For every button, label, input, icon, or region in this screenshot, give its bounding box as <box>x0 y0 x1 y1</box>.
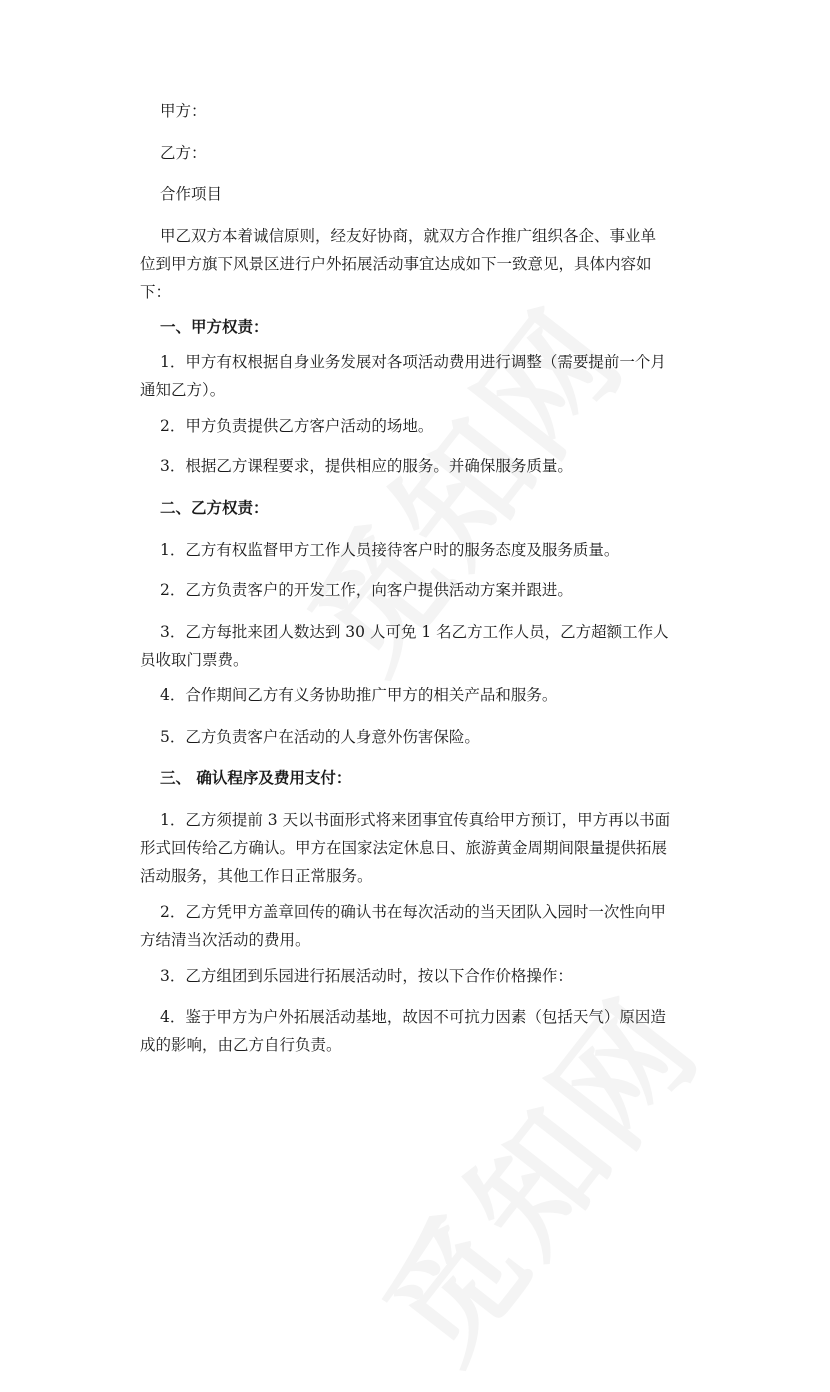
clause-line: 形式回传给乙方确认。甲方在国家法定休息日、旅游黄金周期间限量提供拓展 <box>140 839 668 857</box>
clause-line: 3．乙方组团到乐园进行拓展活动时，按以下合作价格操作： <box>160 967 573 985</box>
clause-line: 方结清当次活动的费用。 <box>140 931 311 949</box>
section-heading-1: 一、甲方权责： <box>160 317 269 336</box>
clause-line: 1．甲方有权根据自身业务发展对各项活动费用进行调整（需要提前一个月 <box>160 353 666 371</box>
clause-line: 1．乙方须提前 3 天以书面形式将来团事宜传真给甲方预订，甲方再以书面 <box>160 811 671 829</box>
party-b-line: 乙方： <box>160 144 207 162</box>
clause-line: 活动服务，其他工作日正常服务。 <box>140 867 373 885</box>
section-heading-2: 二、乙方权责： <box>160 498 269 517</box>
clause-line: 4．鉴于甲方为户外拓展活动基地，故因不可抗力因素（包括天气）原因造 <box>160 1008 666 1026</box>
clause-line: 4．合作期间乙方有义务协助推广甲方的相关产品和服务。 <box>160 686 558 704</box>
clause-line: 3．根据乙方课程要求，提供相应的服务。并确保服务质量。 <box>160 457 573 475</box>
clause-line: 1．乙方有权监督甲方工作人员接待客户时的服务态度及服务质量。 <box>160 541 620 559</box>
intro-line: 位到甲方旗下风景区进行户外拓展活动事宜达成如下一致意见，具体内容如 <box>140 255 652 273</box>
intro-line: 甲乙双方本着诚信原则，经友好协商，就双方合作推广组织各企、事业单 <box>160 227 657 245</box>
clause-line: 通知乙方）。 <box>140 381 226 399</box>
clause-line: 2．乙方负责客户的开发工作，向客户提供活动方案并跟进。 <box>160 581 573 599</box>
clause-line: 员收取门票费。 <box>140 651 249 669</box>
clause-line: 2．甲方负责提供乙方客户活动的场地。 <box>160 417 434 435</box>
project-line: 合作项目 <box>160 185 223 203</box>
clause-line: 5．乙方负责客户在活动的人身意外伤害保险。 <box>160 728 480 746</box>
clause-line: 3．乙方每批来团人数达到 30 人可免 1 名乙方工作人员，乙方超额工作人 <box>160 623 669 641</box>
clause-line: 2．乙方凭甲方盖章回传的确认书在每次活动的当天团队入园时一次性向甲 <box>160 903 666 921</box>
intro-line: 下： <box>140 283 172 301</box>
party-a-line: 甲方： <box>160 102 207 120</box>
clause-line: 成的影响，由乙方自行负责。 <box>140 1036 342 1054</box>
section-heading-3: 三、 确认程序及费用支付： <box>160 768 352 787</box>
